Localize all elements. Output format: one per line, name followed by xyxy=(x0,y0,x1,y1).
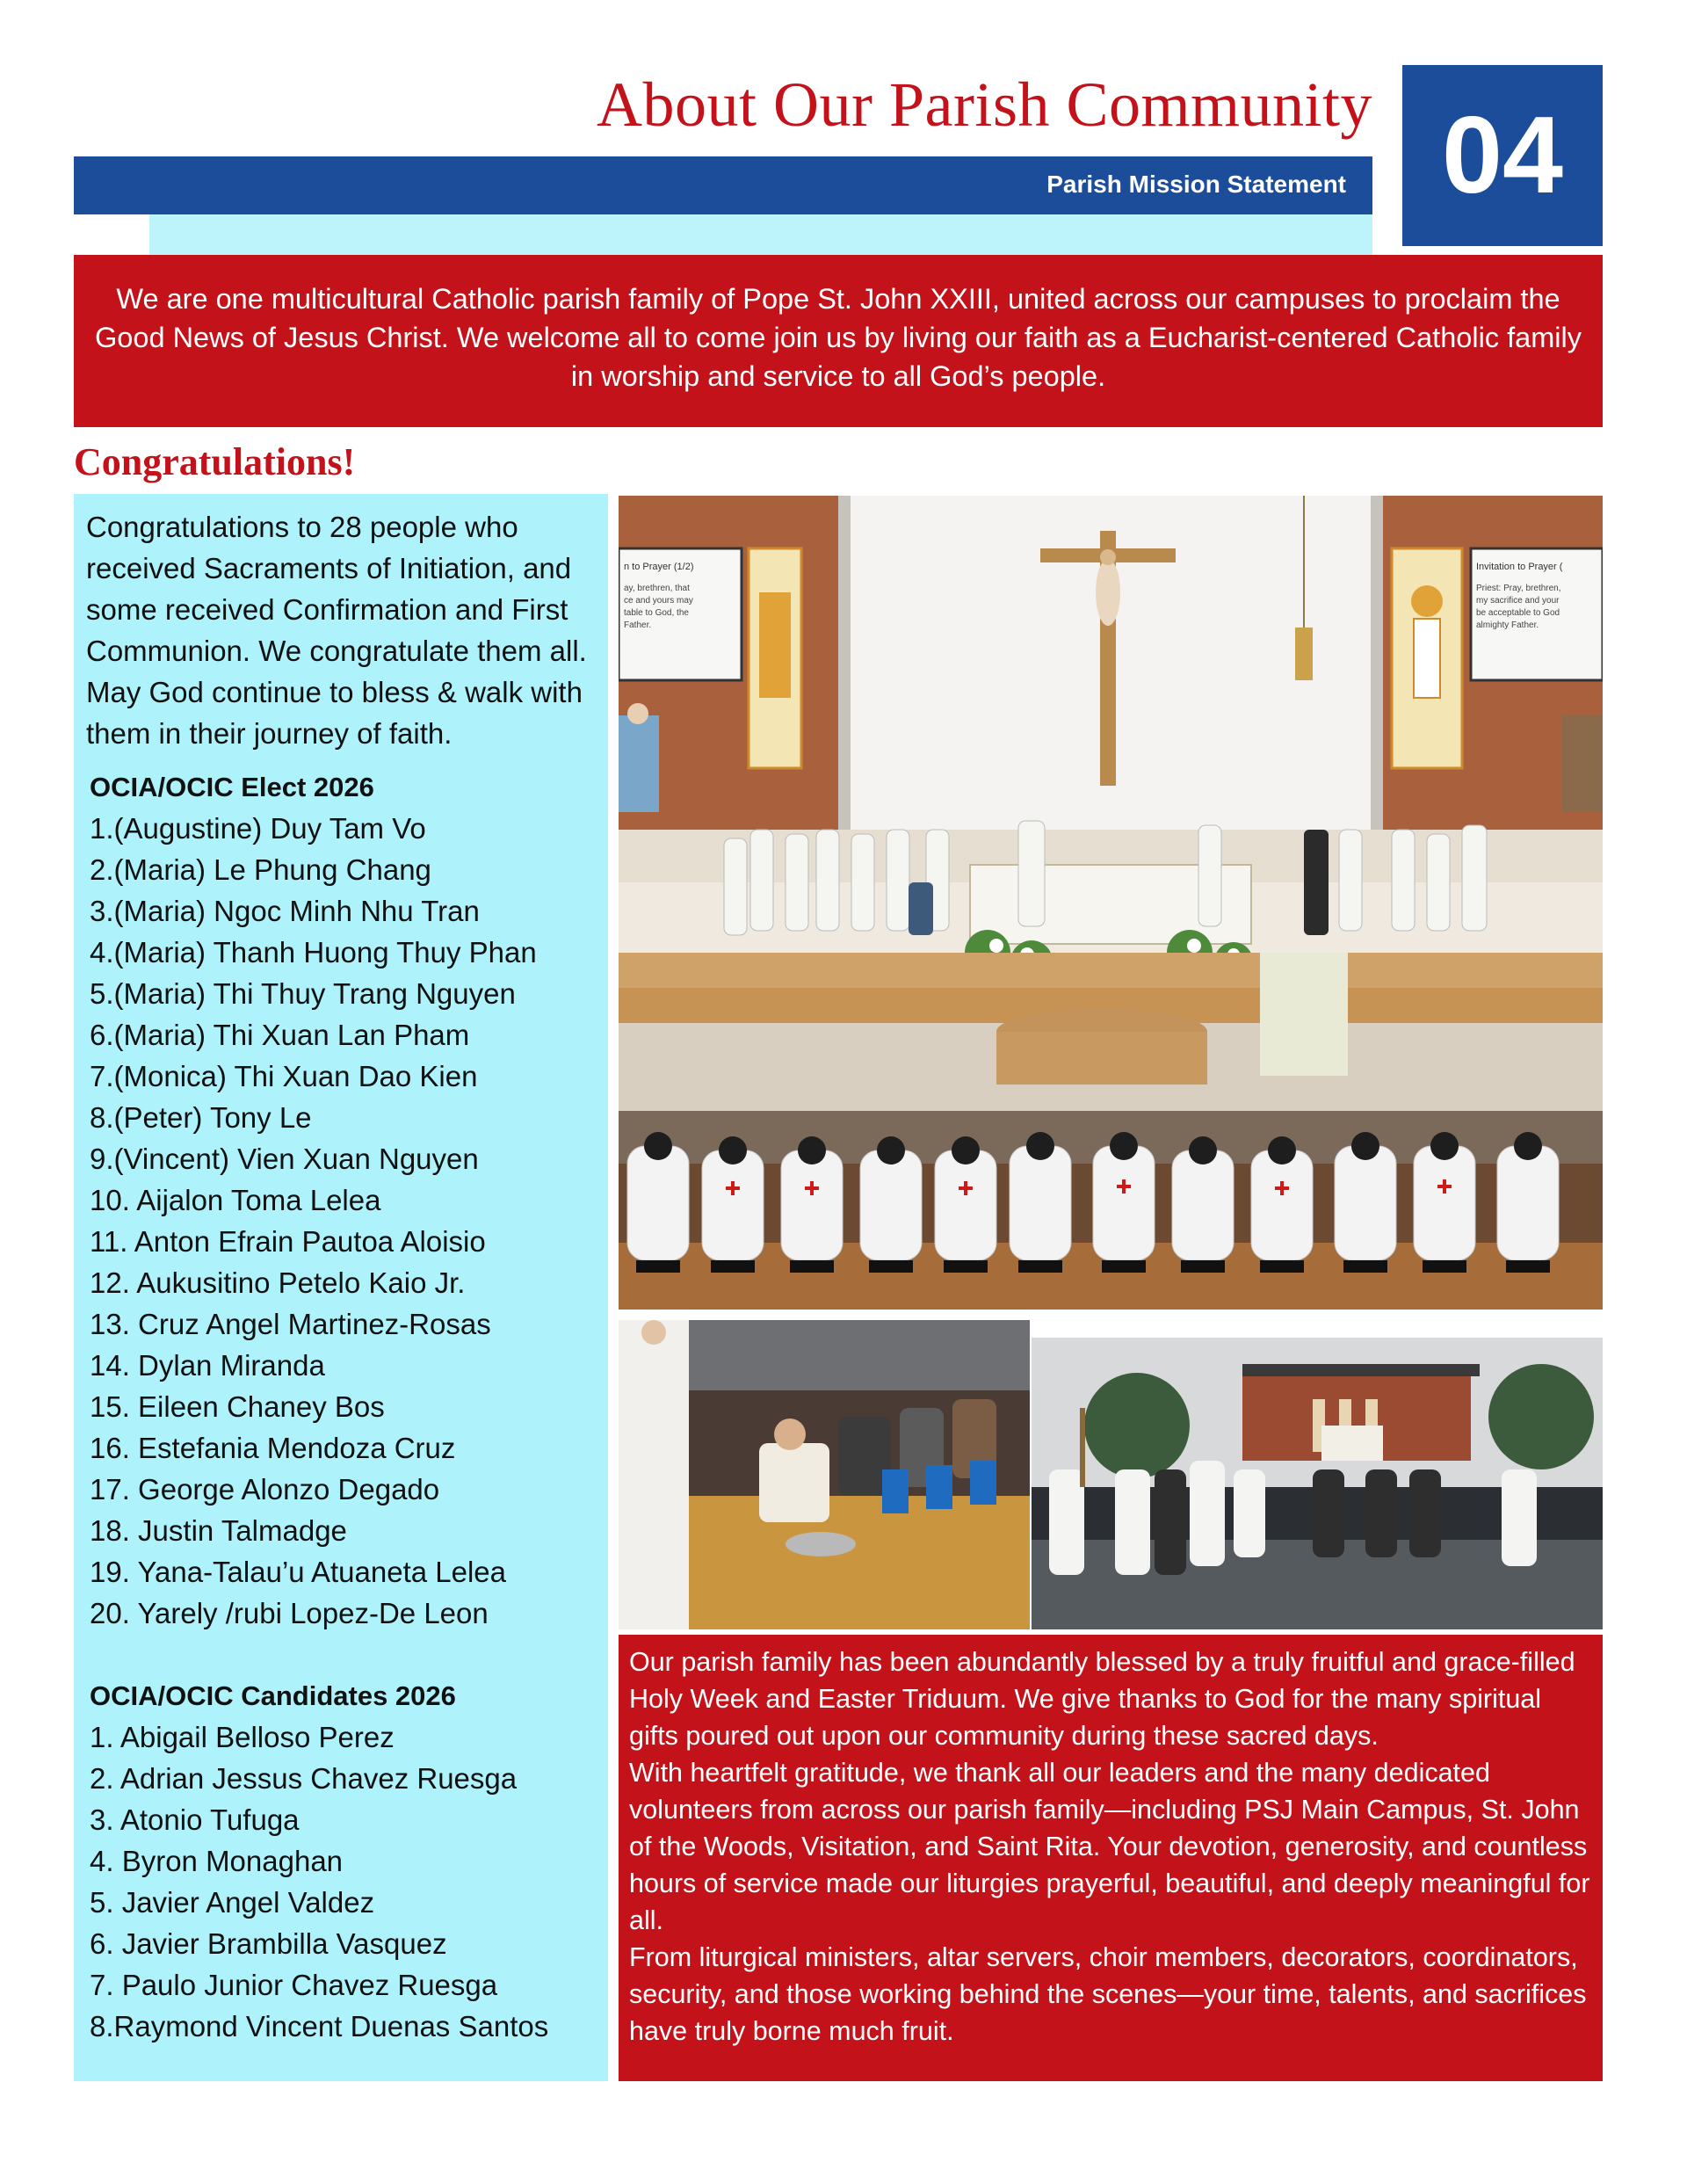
list-item: 5. Javier Angel Valdez xyxy=(90,1886,375,1919)
list-item: 1.(Augustine) Duy Tam Vo xyxy=(90,812,426,845)
list-item: 1. Abigail Belloso Perez xyxy=(90,1721,395,1753)
list-item: 11. Anton Efrain Pautoa Aloisio xyxy=(90,1225,486,1258)
note-paragraph: With heartfelt gratitude, we thank all our leaders and the many dedicated volunteers from across our parish family—including PSJ Main Campus, St. John of the Woods, Visitation, and Saint Rita. Your devotion, generosity, and countless hours of service made our liturgies prayerful, beautiful, and deeply meaningful for all. xyxy=(629,1758,1590,1935)
list-item: 19. Yana-Talau’u Atuaneta Lelea xyxy=(90,1556,507,1588)
screen-left-line: ce and yours may xyxy=(624,596,693,606)
screen-left-line: table to God, the xyxy=(624,608,689,618)
list-item: 6.(Maria) Thi Xuan Lan Pham xyxy=(90,1019,470,1051)
mission-statement: We are one multicultural Catholic parish family of Pope St. John XXIII, united across our campuses to proclaim the Good News of Jesus Christ. We welcome all to come join us by living our faith as a Eucharist-centered Catholic family in worship and service to all God’s people. xyxy=(74,255,1603,427)
kneeling-photo xyxy=(619,1111,1603,1310)
page-number: 04 xyxy=(1402,65,1603,246)
list-item: 3. Atonio Tufuga xyxy=(90,1803,300,1836)
list-item: 8.(Peter) Tony Le xyxy=(90,1101,312,1134)
list-item: 3.(Maria) Ngoc Minh Nhu Tran xyxy=(90,895,480,927)
list-item: 5.(Maria) Thi Thuy Trang Nguyen xyxy=(90,977,516,1010)
list-item: 15. Eileen Chaney Bos xyxy=(90,1390,385,1423)
elect-list xyxy=(86,808,608,1634)
list-item: 7.(Monica) Thi Xuan Dao Kien xyxy=(90,1060,478,1092)
page-title: About Our Parish Community xyxy=(596,69,1372,140)
list-item: 17. George Alonzo Degado xyxy=(90,1473,440,1506)
list-item: 14. Dylan Miranda xyxy=(90,1349,325,1382)
candidates-title: OCIA/OCIC Candidates 2026 xyxy=(90,1680,456,1711)
list-item: 4.(Maria) Thanh Huong Thuy Phan xyxy=(90,936,537,969)
candidates-list xyxy=(86,1716,608,2047)
note-paragraph: Our parish family has been abundantly blessed by a truly fruitful and grace-filled Holy Week and Easter Triduum. We give thanks to God for the many spiritual gifts poured out upon our community during these sacred days. xyxy=(629,1647,1575,1751)
screen-left-line: Father. xyxy=(624,620,652,630)
list-item: 20. Yarely /rubi Lopez-De Leon xyxy=(90,1597,489,1629)
congratulations-heading: Congratulations! xyxy=(74,440,356,483)
list-item: 13. Cruz Angel Martinez-Rosas xyxy=(90,1308,491,1340)
list-item: 18. Justin Talmadge xyxy=(90,1514,347,1547)
list-item: 2. Adrian Jessus Chavez Ruesga xyxy=(90,1762,518,1795)
list-item: 6. Javier Brambilla Vasquez xyxy=(90,1927,447,1960)
holy-week-note xyxy=(619,1635,1603,2081)
screen-right-line: Priest: Pray, brethren, xyxy=(1476,584,1561,593)
list-item: 7. Paulo Junior Chavez Ruesga xyxy=(90,1969,498,2001)
list-item: 2.(Maria) Le Phung Chang xyxy=(90,853,431,886)
header-subtitle: Parish Mission Statement xyxy=(1046,171,1346,198)
screen-left-line: ay, brethren, that xyxy=(624,584,690,593)
screen-right-line: my sacrifice and your xyxy=(1476,596,1560,606)
header-bar xyxy=(74,156,1372,214)
header-accent-strip xyxy=(149,214,1372,255)
elect-title: OCIA/OCIC Elect 2026 xyxy=(90,772,374,802)
list-item: 9.(Vincent) Vien Xuan Nguyen xyxy=(90,1143,479,1175)
congratulations-panel xyxy=(74,494,608,2081)
screen-right-title: Invitation to Prayer ( xyxy=(1476,562,1563,572)
note-paragraph: From liturgical ministers, altar servers, choir members, decorators, coordinators, security, and those working behind the scenes—your time, talents, and sacrifices have truly borne much fruit. xyxy=(629,1942,1587,2046)
congratulations-intro: Congratulations to 28 people who received Sacraments of Initiation, and some received Confirmation and First Communion. We congratulate them all. May God continue to bless & walk with them in their journey of faith. xyxy=(86,511,587,750)
screen-right-line: almighty Father. xyxy=(1476,620,1539,630)
list-item: 10. Aijalon Toma Lelea xyxy=(90,1184,381,1216)
screen-left-title: n to Prayer (1/2) xyxy=(624,562,694,572)
list-item: 16. Estefania Mendoza Cruz xyxy=(90,1432,456,1464)
list-item: 4. Byron Monaghan xyxy=(90,1845,344,1877)
sanctuary-photo xyxy=(619,496,1603,1111)
foot-washing-photo xyxy=(619,1320,1030,1629)
list-item: 12. Aukusitino Petelo Kaio Jr. xyxy=(90,1266,466,1299)
screen-right-line: be acceptable to God xyxy=(1476,608,1560,618)
procession-photo xyxy=(1032,1338,1603,1629)
list-item: 8.Raymond Vincent Duenas Santos xyxy=(90,2010,549,2043)
